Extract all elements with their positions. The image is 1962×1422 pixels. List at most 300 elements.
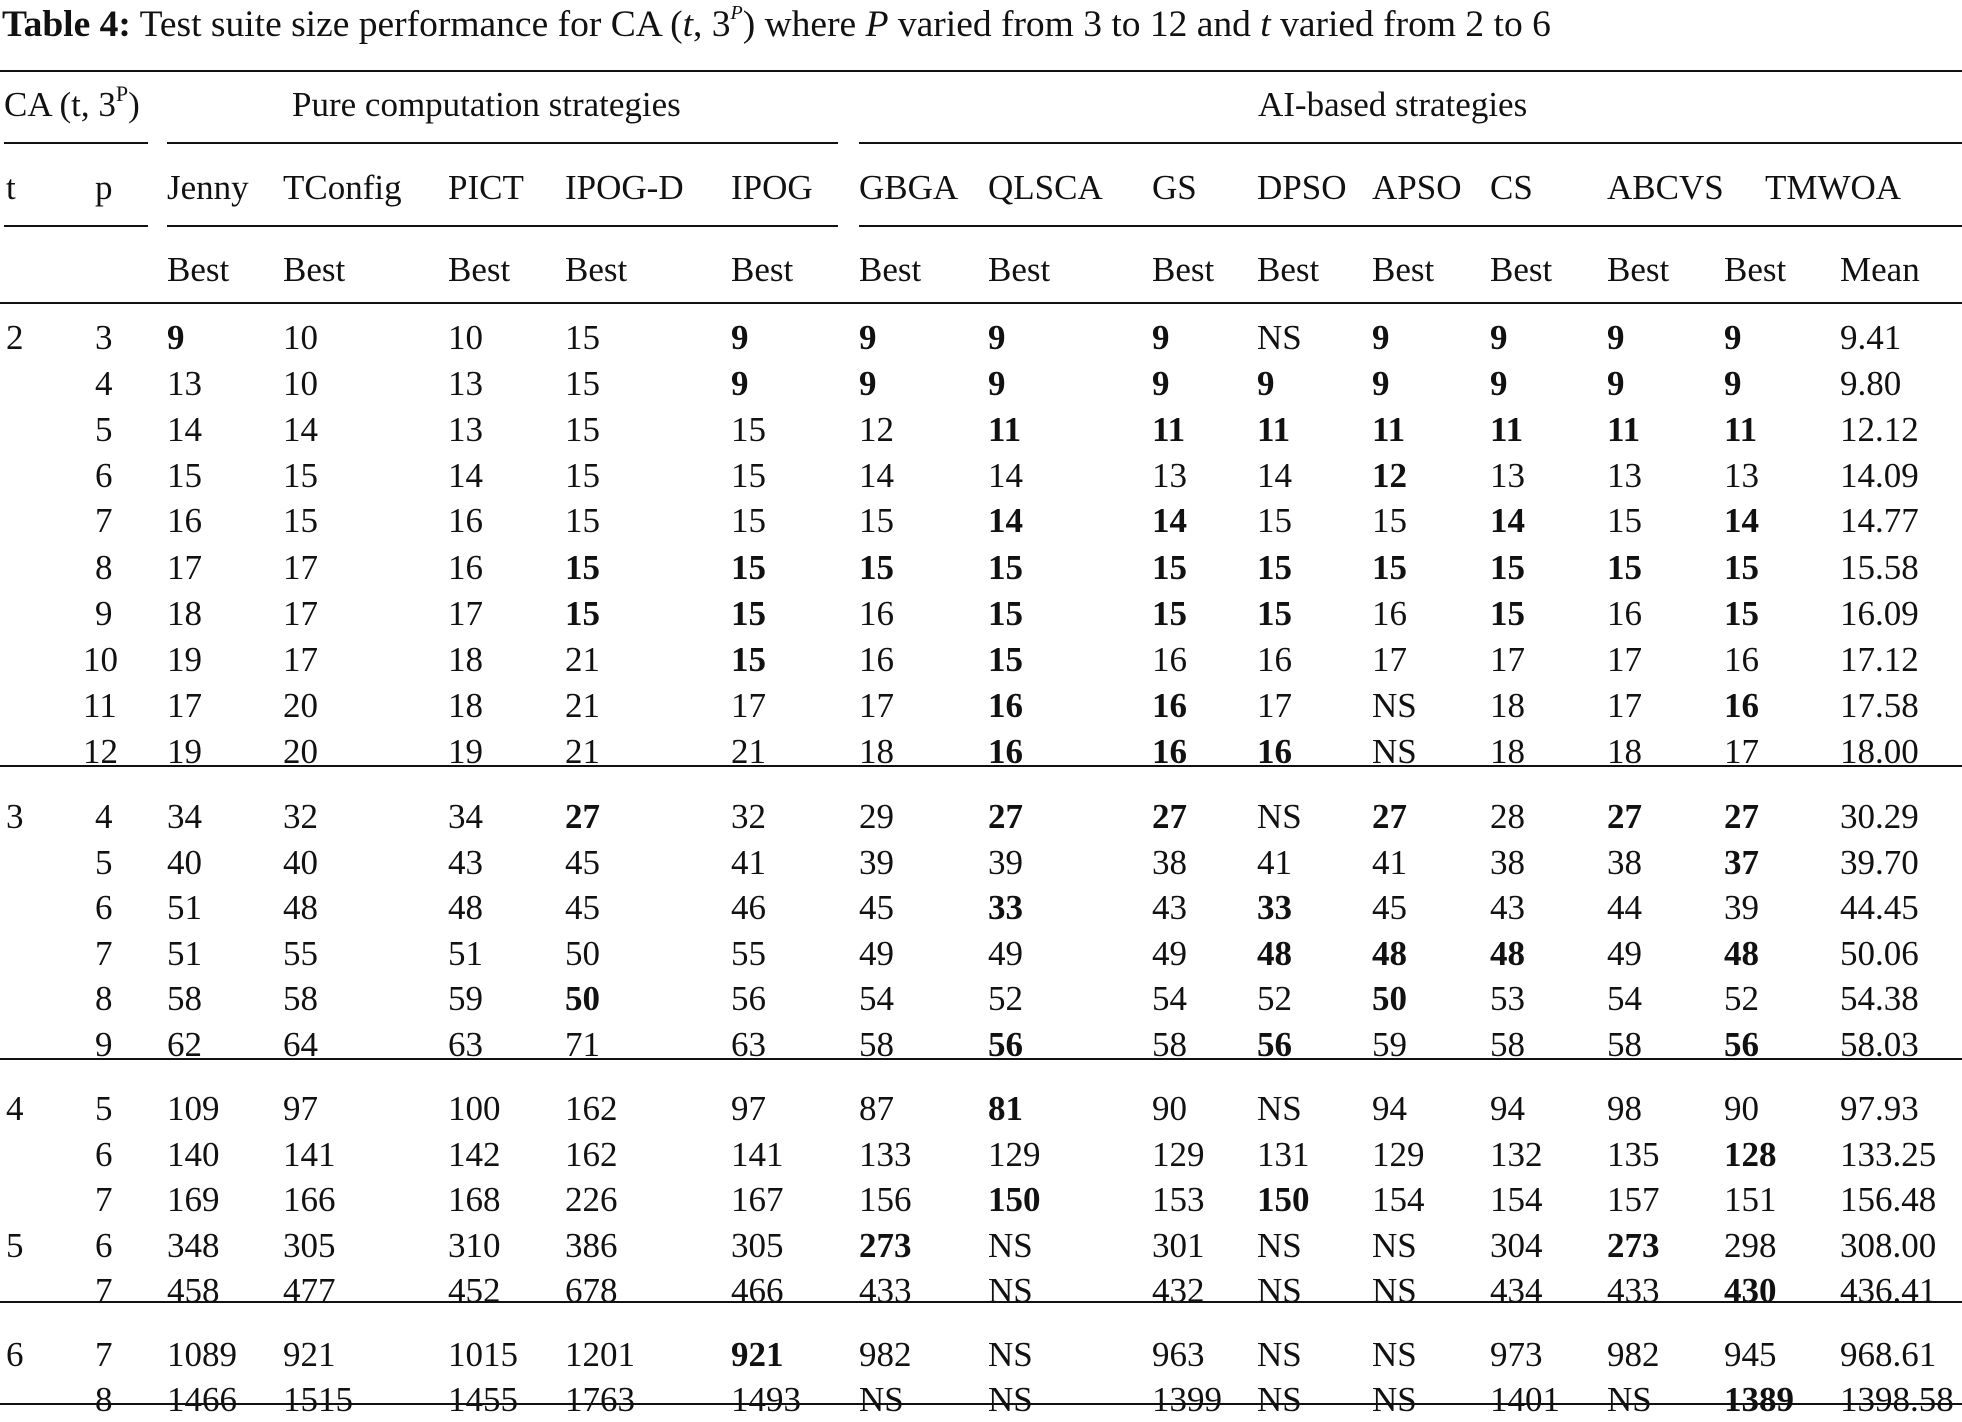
table-cell: NS [1257, 318, 1302, 357]
table-cell: 18 [448, 686, 483, 725]
table-cell: 15 [1724, 548, 1759, 587]
table-cell: 51 [167, 934, 202, 973]
table-cell: 434 [1490, 1271, 1543, 1310]
table-cell: 17 [1607, 640, 1642, 679]
table-cell: 305 [731, 1226, 784, 1265]
table-cell: 17 [1257, 686, 1292, 725]
row-p-value: 5 [95, 1089, 113, 1128]
table-cell: 15 [565, 501, 600, 540]
table-cell: 15 [565, 594, 600, 633]
table-cell: 16 [1607, 594, 1642, 633]
table-cell: 129 [988, 1135, 1041, 1174]
table-cell: 1455 [448, 1380, 518, 1419]
table-cell: 43 [1490, 888, 1525, 927]
table-cell: 50 [1372, 979, 1407, 1018]
table-cell: 37 [1724, 843, 1759, 882]
table-cell: 430 [1724, 1271, 1777, 1310]
top-rule [0, 70, 1962, 72]
table-cell: 13 [448, 364, 483, 403]
table-cell: 9 [1372, 318, 1390, 357]
table-cell: 1015 [448, 1335, 518, 1374]
table-cell: 49 [859, 934, 894, 973]
table-cell: 16 [1257, 640, 1292, 679]
table-cell: 9 [167, 318, 185, 357]
table-cell: 29 [859, 797, 894, 836]
row-t-value: 5 [6, 1226, 24, 1265]
table-cell: 9 [859, 364, 877, 403]
table-cell: 16 [1372, 594, 1407, 633]
table-cell: 16 [167, 501, 202, 540]
table-cell: NS [988, 1226, 1033, 1265]
table-cell: 17 [283, 594, 318, 633]
ai-strategy-rule [859, 225, 1962, 227]
table-cell: 27 [988, 797, 1023, 836]
table-cell: 53 [1490, 979, 1525, 1018]
table-cell: 162 [565, 1089, 618, 1128]
row-p-value: 7 [95, 934, 113, 973]
table-cell: 16 [988, 686, 1023, 725]
table-cell: 15 [565, 456, 600, 495]
table-cell: 44 [1607, 888, 1642, 927]
subheader-best-3: Best [565, 250, 628, 289]
strategy-header-qlsca: QLSCA [988, 168, 1103, 207]
table-cell: 21 [731, 732, 766, 771]
table-cell: 15 [1257, 594, 1292, 633]
table-cell: 16 [1152, 732, 1187, 771]
table-cell: 433 [1607, 1271, 1660, 1310]
table-cell: NS [988, 1380, 1033, 1419]
table-cell: 16 [1152, 640, 1187, 679]
row-p-value: 12 [83, 732, 118, 771]
table-cell: NS [1372, 1335, 1417, 1374]
table-cell: 32 [731, 797, 766, 836]
table-cell: 39 [1724, 888, 1759, 927]
table-cell: 17 [1490, 640, 1525, 679]
table-cell: 15 [859, 548, 894, 587]
table-cell: 13 [1607, 456, 1642, 495]
table-cell: 48 [448, 888, 483, 927]
table-cell: 151 [1724, 1180, 1777, 1219]
table-cell: 15 [731, 640, 766, 679]
table-cell: 16 [1257, 732, 1292, 771]
table-cell: 63 [731, 1025, 766, 1064]
table-cell: 150 [1257, 1180, 1310, 1219]
subheader-best-1: Best [283, 250, 346, 289]
table-cell: 15 [731, 501, 766, 540]
p-header: p [95, 168, 113, 207]
table-cell: 15 [1152, 548, 1187, 587]
pure-group-rule [167, 142, 838, 144]
table-cell: 982 [1607, 1335, 1660, 1374]
row-p-value: 5 [95, 843, 113, 882]
table-cell: 15 [1490, 548, 1525, 587]
table-cell: 133.25 [1840, 1135, 1937, 1174]
table-cell: 18 [167, 594, 202, 633]
table-cell: 59 [1372, 1025, 1407, 1064]
table-cell: 81 [988, 1089, 1023, 1128]
table-cell: 90 [1724, 1089, 1759, 1128]
table-cell: 50 [565, 934, 600, 973]
table-cell: NS [859, 1380, 904, 1419]
table-cell: 9 [859, 318, 877, 357]
table-cell: 9 [1724, 318, 1742, 357]
table-cell: 9 [1152, 364, 1170, 403]
table-cell: 52 [1724, 979, 1759, 1018]
subheader-best-4: Best [731, 250, 794, 289]
table-cell: 87 [859, 1089, 894, 1128]
table-cell: 44.45 [1840, 888, 1919, 927]
strategy-header-ipog: IPOG [731, 168, 813, 207]
table-cell: 477 [283, 1271, 336, 1310]
header-bottom-rule [0, 302, 1962, 304]
table-cell: 20 [283, 686, 318, 725]
ai-strategies-header: AI-based strategies [1258, 85, 1528, 124]
table-cell: 48 [1257, 934, 1292, 973]
table-cell: 52 [988, 979, 1023, 1018]
table-cell: 27 [1372, 797, 1407, 836]
table-cell: 13 [1152, 456, 1187, 495]
row-p-value: 7 [95, 501, 113, 540]
table-cell: 466 [731, 1271, 784, 1310]
table-cell: 16 [988, 732, 1023, 771]
table-cell: 18 [1490, 732, 1525, 771]
table-cell: NS [1372, 686, 1417, 725]
table-cell: 11 [988, 410, 1022, 449]
table-cell: 59 [448, 979, 483, 1018]
row-p-value: 5 [95, 410, 113, 449]
table-cell: 10 [448, 318, 483, 357]
table-cell: 150 [988, 1180, 1041, 1219]
table-cell: 48 [1372, 934, 1407, 973]
table-cell: 1763 [565, 1380, 635, 1419]
table-cell: 34 [448, 797, 483, 836]
table-cell: 21 [565, 640, 600, 679]
table-cell: 154 [1490, 1180, 1543, 1219]
table-cell: 54 [859, 979, 894, 1018]
row-p-value: 6 [95, 888, 113, 927]
table-cell: 9 [1152, 318, 1170, 357]
strategy-header-gbga: GBGA [859, 168, 959, 207]
table-cell: 15.58 [1840, 548, 1919, 587]
table-cell: 41 [1257, 843, 1292, 882]
table-cell: 97.93 [1840, 1089, 1919, 1128]
table-cell: 141 [283, 1135, 336, 1174]
table-cell: 16 [859, 594, 894, 633]
table-cell: 140 [167, 1135, 220, 1174]
table-cell: 678 [565, 1271, 618, 1310]
table-cell: 38 [1490, 843, 1525, 882]
table-cell: 18 [448, 640, 483, 679]
table-cell: 273 [1607, 1226, 1660, 1265]
table-cell: 55 [731, 934, 766, 973]
strategy-header-tmwoa: TMWOA [1765, 168, 1902, 207]
table-cell: 168 [448, 1180, 501, 1219]
tp-rule [4, 225, 148, 227]
caption-text: Test suite size performance for CA (t, $3^P$) where P varied from 3 to 12 and t varied from 2 to 6 [139, 2, 1551, 45]
table-cell: 41 [731, 843, 766, 882]
table-cell: 51 [167, 888, 202, 927]
table-cell: 97 [731, 1089, 766, 1128]
table-cell: 45 [565, 888, 600, 927]
table-cell: 38 [1152, 843, 1187, 882]
table-cell: 17 [283, 548, 318, 587]
table-cell: 458 [167, 1271, 220, 1310]
table-cell: 128 [1724, 1135, 1777, 1174]
table-cell: 17 [167, 686, 202, 725]
table-cell: 17 [1372, 640, 1407, 679]
table-cell: 100 [448, 1089, 501, 1128]
strategy-header-dpso: DPSO [1257, 168, 1347, 207]
table-cell: 14 [167, 410, 202, 449]
table-cell: 968.61 [1840, 1335, 1937, 1374]
table-cell: 452 [448, 1271, 501, 1310]
table-cell: 18.00 [1840, 732, 1919, 771]
row-p-value: 9 [95, 594, 113, 633]
strategy-header-abcvs: ABCVS [1607, 168, 1724, 207]
table-cell: 58 [1490, 1025, 1525, 1064]
table-cell: 132 [1490, 1135, 1543, 1174]
table-cell: 63 [448, 1025, 483, 1064]
table-cell: 13 [1490, 456, 1525, 495]
table-cell: 9 [988, 364, 1006, 403]
table-cell: 64 [283, 1025, 318, 1064]
table-cell: 19 [448, 732, 483, 771]
strategy-header-ipog-d: IPOG-D [565, 168, 684, 207]
table-cell: 45 [1372, 888, 1407, 927]
table-cell: 1515 [283, 1380, 353, 1419]
table-cell: NS [1372, 1271, 1417, 1310]
table-cell: NS [1257, 1271, 1302, 1310]
table-cell: 27 [1724, 797, 1759, 836]
table-cell: 135 [1607, 1135, 1660, 1174]
table-cell: 1466 [167, 1380, 237, 1419]
row-p-value: 4 [95, 364, 113, 403]
table-cell: 14 [988, 456, 1023, 495]
table-cell: 14 [283, 410, 318, 449]
row-p-value: 3 [95, 318, 113, 357]
table-cell: 15 [988, 548, 1023, 587]
strategy-header-cs: CS [1490, 168, 1533, 207]
table-cell: 169 [167, 1180, 220, 1219]
row-p-value: 7 [95, 1271, 113, 1310]
table-cell: 43 [448, 843, 483, 882]
table-cell: 49 [1152, 934, 1187, 973]
table-cell: 433 [859, 1271, 912, 1310]
table-cell: 9 [731, 318, 749, 357]
strategy-header-tconfig: TConfig [283, 168, 402, 207]
table-cell: 298 [1724, 1226, 1777, 1265]
row-p-value: 11 [83, 686, 117, 725]
table-cell: 39 [988, 843, 1023, 882]
table-cell: 14 [1724, 501, 1759, 540]
table-cell: 14.77 [1840, 501, 1919, 540]
table-cell: 50 [565, 979, 600, 1018]
table-cell: 17 [731, 686, 766, 725]
table-cell: 9 [1607, 364, 1625, 403]
table-cell: 15 [1257, 501, 1292, 540]
table-cell: 14 [1152, 501, 1187, 540]
table-cell: 226 [565, 1180, 618, 1219]
table-cell: 27 [1152, 797, 1187, 836]
table-cell: 9 [731, 364, 749, 403]
table-cell: NS [988, 1335, 1033, 1374]
table-cell: 48 [1724, 934, 1759, 973]
table-cell: 17 [859, 686, 894, 725]
table-cell: 30.29 [1840, 797, 1919, 836]
table-cell: 94 [1490, 1089, 1525, 1128]
pure-strategies-header: Pure computation strategies [292, 85, 681, 124]
table-cell: 16.09 [1840, 594, 1919, 633]
row-p-value: 6 [95, 1135, 113, 1174]
table-cell: 16 [1724, 686, 1759, 725]
table-cell: 58 [859, 1025, 894, 1064]
table-cell: 432 [1152, 1271, 1205, 1310]
table-cell: NS [1257, 1335, 1302, 1374]
table-cell: 14 [448, 456, 483, 495]
table-cell: 14 [1490, 501, 1525, 540]
table-cell: NS [1372, 1226, 1417, 1265]
strategy-header-gs: GS [1152, 168, 1197, 207]
table-cell: 141 [731, 1135, 784, 1174]
table-cell: 921 [731, 1335, 784, 1374]
table-cell: 56 [1724, 1025, 1759, 1064]
table-cell: NS [988, 1271, 1033, 1310]
table-cell: 9 [1490, 318, 1508, 357]
table-cell: 167 [731, 1180, 784, 1219]
table-cell: 13 [1724, 456, 1759, 495]
table-cell: 15 [988, 594, 1023, 633]
table-cell: NS [1372, 732, 1417, 771]
table-cell: 18 [1490, 686, 1525, 725]
table-cell: 94 [1372, 1089, 1407, 1128]
table-cell: 52 [1257, 979, 1292, 1018]
table-cell: 15 [1372, 501, 1407, 540]
table-cell: 11 [1607, 410, 1641, 449]
table-cell: 301 [1152, 1226, 1205, 1265]
subheader-best-0: Best [167, 250, 230, 289]
table-cell: 20 [283, 732, 318, 771]
table-cell: 18 [1607, 732, 1642, 771]
table-cell: 51 [448, 934, 483, 973]
table-cell: 12.12 [1840, 410, 1919, 449]
table-cell: 56 [988, 1025, 1023, 1064]
table-cell: 15 [988, 640, 1023, 679]
table-cell: 54 [1152, 979, 1187, 1018]
table-cell: 16 [1152, 686, 1187, 725]
table-cell: 16 [1724, 640, 1759, 679]
table-cell: 305 [283, 1226, 336, 1265]
table-cell: 32 [283, 797, 318, 836]
table-cell: 963 [1152, 1335, 1205, 1374]
table-cell: 156.48 [1840, 1180, 1937, 1219]
subheader-best-6: Best [988, 250, 1051, 289]
table-cell: 17 [283, 640, 318, 679]
table-cell: 1201 [565, 1335, 635, 1374]
table-cell: 13 [448, 410, 483, 449]
table-cell: 15 [859, 501, 894, 540]
table-cell: 9 [988, 318, 1006, 357]
table-cell: 166 [283, 1180, 336, 1219]
table-cell: NS [1257, 1380, 1302, 1419]
table-cell: 142 [448, 1135, 501, 1174]
table-cell: 15 [731, 410, 766, 449]
subheader-best-7: Best [1152, 250, 1215, 289]
table-cell: 10 [283, 364, 318, 403]
table-cell: 11 [1152, 410, 1186, 449]
table-cell: 11 [1490, 410, 1524, 449]
table-cell: 1401 [1490, 1380, 1560, 1419]
table-cell: 39.70 [1840, 843, 1919, 882]
row-t-value: 3 [6, 797, 24, 836]
table-cell: 16 [859, 640, 894, 679]
table-cell: 15 [1257, 548, 1292, 587]
subheader-best-9: Best [1372, 250, 1435, 289]
table-cell: 13 [167, 364, 202, 403]
table-cell: NS [1257, 1226, 1302, 1265]
table-cell: 1399 [1152, 1380, 1222, 1419]
subheader-best-12: Best [1724, 250, 1787, 289]
table-cell: 27 [565, 797, 600, 836]
subheader-best-5: Best [859, 250, 922, 289]
table-cell: 28 [1490, 797, 1525, 836]
row-p-value: 7 [95, 1335, 113, 1374]
table-cell: 10 [283, 318, 318, 357]
table-cell: 12 [1372, 456, 1407, 495]
table-cell: 15 [731, 594, 766, 633]
table-cell: 14.09 [1840, 456, 1919, 495]
table-cell: 19 [167, 732, 202, 771]
row-p-value: 4 [95, 797, 113, 836]
table-cell: 34 [167, 797, 202, 836]
table-cell: 40 [283, 843, 318, 882]
row-p-value: 8 [95, 979, 113, 1018]
table-cell: 15 [565, 410, 600, 449]
table-cell: 49 [1607, 934, 1642, 973]
table-cell: 55 [283, 934, 318, 973]
table-cell: 58 [1607, 1025, 1642, 1064]
table-cell: 15 [565, 548, 600, 587]
table-cell: 18 [859, 732, 894, 771]
table-cell: 98 [1607, 1089, 1642, 1128]
table-cell: 162 [565, 1135, 618, 1174]
strategy-header-pict: PICT [448, 168, 524, 207]
subheader-best-8: Best [1257, 250, 1320, 289]
table-cell: 62 [167, 1025, 202, 1064]
row-p-value: 8 [95, 1380, 113, 1419]
table-cell: 71 [565, 1025, 600, 1064]
table-cell: 14 [988, 501, 1023, 540]
table-cell: 1493 [731, 1380, 801, 1419]
table-cell: 9 [1724, 364, 1742, 403]
table-cell: 54 [1607, 979, 1642, 1018]
table-cell: 58 [1152, 1025, 1187, 1064]
table-cell: 9 [1490, 364, 1508, 403]
table-cell: 27 [1607, 797, 1642, 836]
table-cell: 9 [1372, 364, 1390, 403]
table-cell: 15 [167, 456, 202, 495]
table-cell: 43 [1152, 888, 1187, 927]
table-cell: 12 [859, 410, 894, 449]
table-cell: 11 [1724, 410, 1758, 449]
table-cell: 156 [859, 1180, 912, 1219]
row-t-value: 2 [6, 318, 24, 357]
t-header: t [6, 168, 16, 207]
table-cell: 308.00 [1840, 1226, 1937, 1265]
table-cell: 41 [1372, 843, 1407, 882]
table-cell: 304 [1490, 1226, 1543, 1265]
table-cell: 133 [859, 1135, 912, 1174]
table-cell: 16 [448, 548, 483, 587]
